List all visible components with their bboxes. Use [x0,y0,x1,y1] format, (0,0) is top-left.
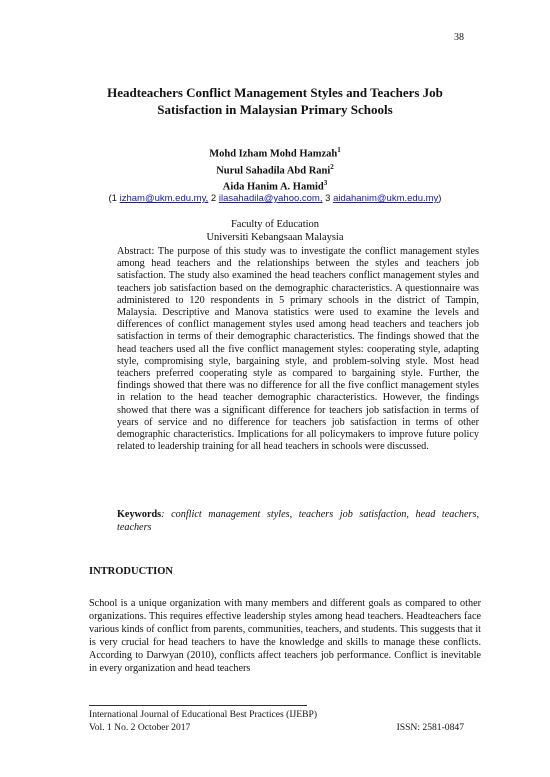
author-2 [0,161,550,178]
author-name: Nurul Sahadila Abd Rani [216,165,331,176]
footer-issn: ISSN: 2581-0847 [396,722,464,733]
email-link-2[interactable]: ilasahadila@yahoo.com, [218,193,323,204]
emails-separator-2: 2 [208,193,219,204]
university-name: Universiti Kebangsaan Malaysia [206,232,344,243]
keywords-label: Keywords [117,509,162,520]
email-link-1[interactable]: izham@ukm.edu.my, [119,193,209,204]
author-affiliation-mark: 2 [330,162,334,171]
author-1 [0,144,550,161]
author-affiliation-mark: 3 [323,179,328,187]
affiliation [0,218,550,244]
emails-separator-3: 3 [322,193,334,204]
author-list [0,144,550,194]
author-name: Mohd Izham Mohd Hamzah [209,148,338,160]
title-line-1: Headteachers Conflict Management Styles and Teachers Job [107,85,443,100]
paper-title [96,84,454,118]
author-3 [0,177,550,194]
section-heading-introduction: INTRODUCTION [89,566,174,577]
author-affiliation-mark: 1 [337,146,341,154]
footer-volume: Vol. 1 No. 2 October 2017 [89,722,191,733]
emails-open: (1 [108,193,120,204]
introduction-paragraph: School is a unique organization with many members and different goals as compared to other organizations. This requires effective leadership styles among head teachers. Headteachers face various kinds of conflict from parents, communities, teachers, and students. This suggests that it is very crucial for head teachers to have the knowledge and skills to manage these conflicts. According to Darwyan (2010), conflicts affect teachers job performance. Conflict is inevitable in every organization and head teachers [89,598,481,674]
keywords-text: : conflict management styles, teachers job satisfaction, head teachers, teachers [117,509,479,533]
keywords [117,508,479,534]
emails-close: ) [438,193,442,204]
footer-journal-name: International Journal of Educational Best Practices (IJEBP) [89,709,318,720]
abstract: Abstract: The purpose of this study was to investigate the conflict management styles among head teachers and the relationships between the styles and teachers job satisfaction. The study also examined the head teachers conflict management styles and teachers job satisfaction based on the demographic characteristics. A questionnaire was administered to 120 respondents in 5 primary schools in the district of Tampin, Malaysia. Descriptive and Manova statistics were used to examine the levels and differences of conflict management styles used among head teachers and teachers job satisfaction in terms of their demographic characteristics. The findings showed that the head teachers used all the five conflict management styles: cooperating style, adapting style, compromising style, bargaining style, and problem-solving style. Most head teachers preferred cooperating style as compared to bargaining style. Further, the findings showed that there was no difference for all the five conflict management styles in relation to the head teacher demographic characteristics. However, the findings showed that there was a significant difference for teachers job satisfaction in terms of years of service and no difference for teachers job satisfaction in terms of other demographic characteristics. Implications for all policymakers to improve future policy related to leadership training for all head teachers in schools were discussed. [117,246,479,453]
title-line-2: Satisfaction in Malaysian Primary Schools [157,102,393,117]
author-emails [0,193,550,204]
author-name: Aida Hanim A. Hamid [222,181,324,193]
footer-divider [89,705,307,706]
email-link-3[interactable]: aidahanim@ukm.edu.my [333,193,439,204]
faculty-name: Faculty of Education [230,219,320,230]
page-number: 38 [454,32,464,43]
